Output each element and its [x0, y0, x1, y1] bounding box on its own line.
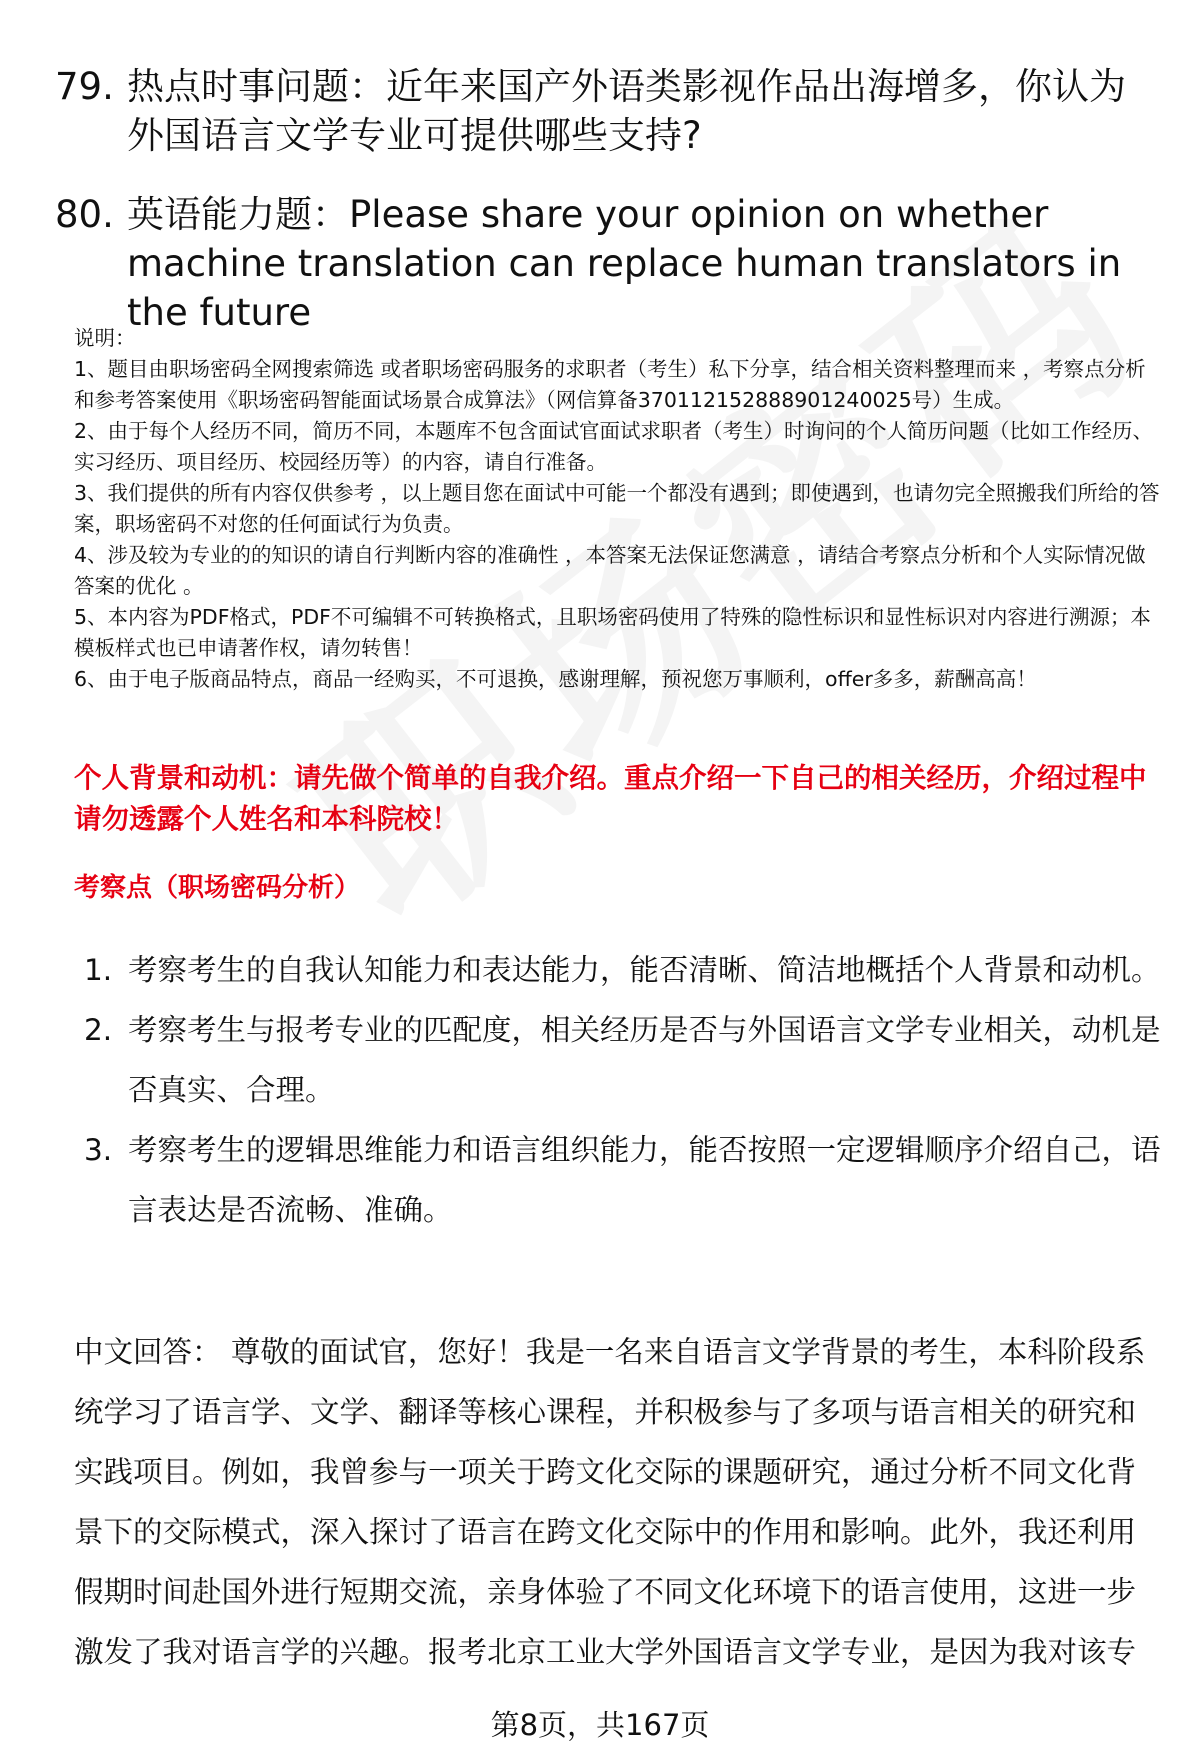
note-item: 4、涉及较为专业的的知识的请自行判断内容的准确性 ，本答案无法保证您满意 ，请结合考察点分析和个人实际情况做答案的优化 。 [74, 543, 1146, 598]
answer-paragraph: 中文回答： 尊敬的面试官，您好！我是一名来自语言文学背景的考生，本科阶段系统学习了语言学、文学、翻译等核心课程，并积极参与了多项与语言相关的研究和实践项目。例如，我曾参与一项关于跨文化交际的课题研究，通过分析不同文化背景下的交际模式，深入探讨了语言在跨文化交际中的作用和影响。此外，我还利用假期时间赴国外进行短期交流，亲身体验了不同文化环境下的语言使用，这进一步激发了我对语言学的兴趣。报考北京工业大学外国语言文学专业，是因为我对该专 [74, 1335, 1146, 1669]
note-item: 2、由于每个人经历不同，简历不同，本题库不包含面试官面试求职者（考生）时询问的个人简历问题（比如工作经历、实习经历、项目经历、校园经历等）的内容，请自行准备。 [74, 419, 1154, 474]
point-number: 1. [84, 953, 113, 987]
list-item [74, 1000, 1174, 1120]
notes-title: 说明： [74, 326, 136, 350]
note-item: 6、由于电子版商品特点，商品一经购买，不可退换，感谢理解，预祝您万事顺利，offer多多，薪酬高高！ [74, 667, 1037, 691]
question-number: 79. [55, 65, 114, 108]
point-number: 3. [84, 1133, 113, 1167]
question-text: 热点时事问题：近年来国产外语类影视作品出海增多，你认为外国语言文学专业可提供哪些支持? [127, 65, 1126, 157]
note-item: 1、题目由职场密码全网搜索筛选 或者职场密码服务的求职者（考生）私下分享，结合相关资料整理而来 ，考察点分析和参考答案使用《职场密码智能面试场景合成算法》（网信算备370112152888901240025号）生成。 [74, 357, 1146, 412]
list-item [74, 1120, 1174, 1240]
notes-block [74, 323, 1164, 695]
point-number: 2. [84, 1013, 113, 1047]
page-footer: 第8页，共167页 [490, 1708, 710, 1742]
question-text: 英语能力题：Please share your opinion on whether machine translation can replace human translators in the future [127, 193, 1122, 334]
point-text: 考察考生的逻辑思维能力和语言组织能力，能否按照一定逻辑顺序介绍自己，语言表达是否流畅、准确。 [128, 1133, 1161, 1227]
point-text: 考察考生的自我认知能力和表达能力，能否清晰、简洁地概括个人背景和动机。 [128, 953, 1161, 987]
section-heading: 个人背景和动机：请先做个简单的自我介绍。重点介绍一下自己的相关经历，介绍过程中请勿透露个人姓名和本科院校！ [74, 762, 1147, 835]
question-number: 80. [55, 193, 114, 236]
analysis-heading: 考察点（职场密码分析） [74, 873, 361, 903]
analysis-points [74, 940, 1174, 1240]
point-text: 考察考生与报考专业的匹配度，相关经历是否与外国语言文学专业相关，动机是否真实、合理。 [128, 1013, 1161, 1107]
note-item: 3、我们提供的所有内容仅供参考 ，以上题目您在面试中可能一个都没有遇到；即使遇到，也请勿完全照搬我们所给的答案，职场密码不对您的任何面试行为负责。 [74, 481, 1160, 536]
list-item [74, 940, 1174, 1000]
note-item: 5、本内容为PDF格式，PDF不可编辑不可转换格式，且职场密码使用了特殊的隐性标识和显性标识对内容进行溯源；本模板样式也已申请著作权，请勿转售！ [74, 605, 1151, 660]
question-79 [55, 62, 1155, 160]
question-80 [55, 190, 1155, 337]
